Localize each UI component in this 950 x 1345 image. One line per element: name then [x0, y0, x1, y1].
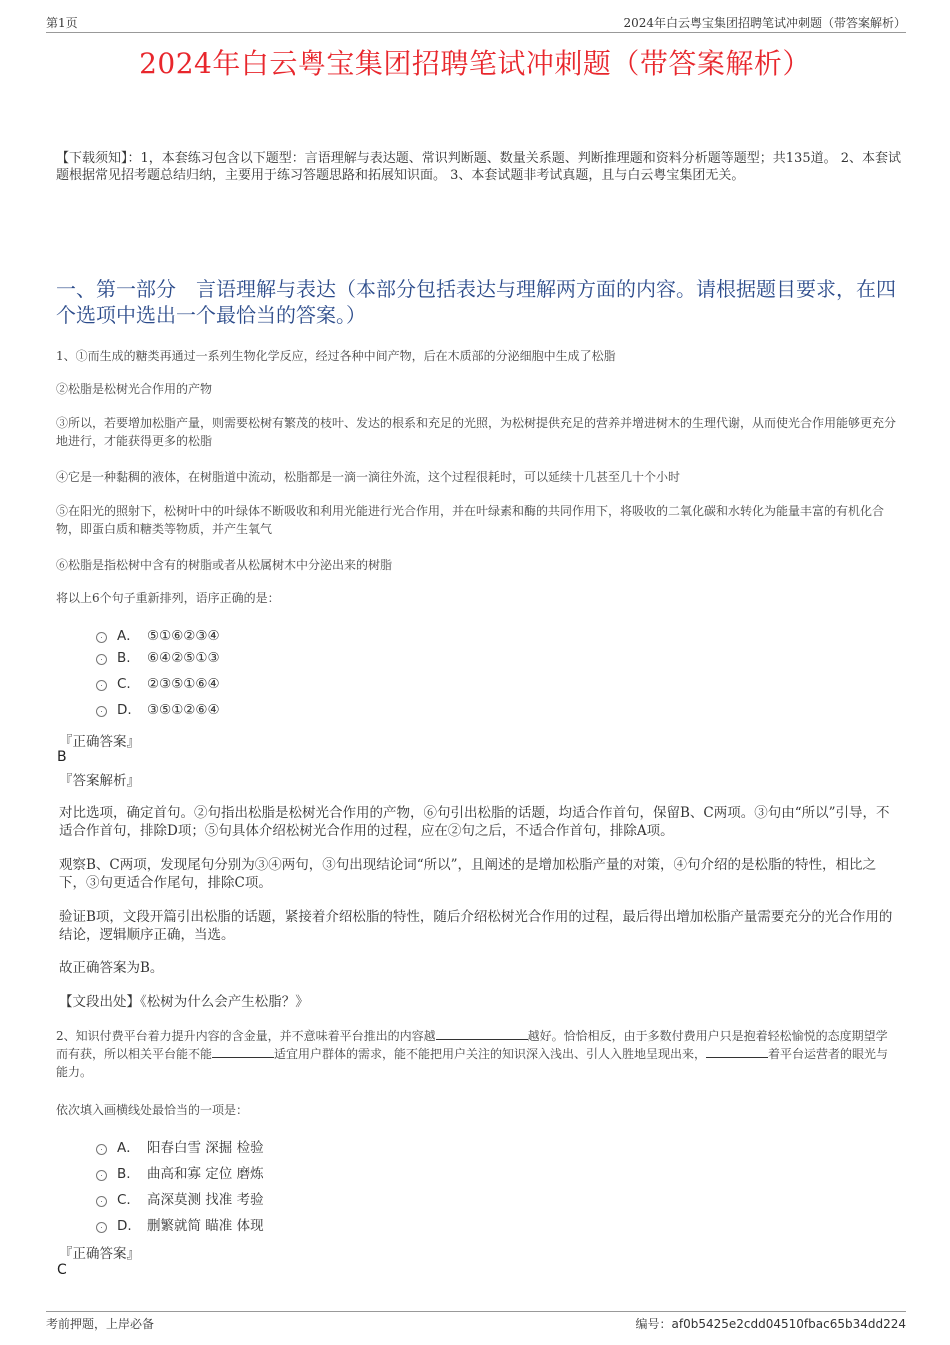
q1-option-c[interactable]: C. ②③⑤①⑥④: [96, 676, 220, 692]
radio-icon[interactable]: [96, 1222, 107, 1233]
q2-answer: C: [57, 1262, 67, 1278]
q1-source: 【文段出处】《松树为什么会产生松脂？》: [59, 994, 309, 1010]
q2-stem: 2、知识付费平台着力提升内容的含金量，并不意味着平台推出的内容越 越好。恰恰相反，由于多数付费用户只是抱着轻松愉悦的态度期望学而有获，所以相关平台能不能 适宜用户群体的需求，能不能把用户关注的知识深入浅出、引人入胜地呈现出来， 着平台运营者的眼光与能力。: [56, 1029, 889, 1079]
footer-code: 编号：af0b5425e2cdd04510fbac65b34dd224: [635, 1317, 906, 1331]
radio-icon[interactable]: [96, 706, 107, 717]
q1-sentence-2: ②松脂是松树光合作用的产物: [56, 382, 213, 396]
page-footer: [46, 1311, 906, 1333]
radio-icon[interactable]: [96, 654, 107, 665]
document-title: 2024年白云粤宝集团招聘笔试冲刺题（带答案解析）: [139, 47, 811, 80]
page-header: [46, 14, 906, 33]
q2-answer-label: 『正确答案』: [59, 1246, 140, 1262]
q2-option-b[interactable]: B. 曲高和寡 定位 磨炼: [96, 1162, 264, 1182]
q1-option-d[interactable]: D. ③⑤①②⑥④: [96, 702, 220, 718]
q1-analysis-4: 故正确答案为B。: [59, 960, 164, 976]
q1-prompt: 将以上6个句子重新排列，语序正确的是：: [56, 591, 280, 605]
radio-icon[interactable]: [96, 1196, 107, 1207]
q2-option-a[interactable]: A． 阳春白雪 深掘 检验: [96, 1136, 264, 1156]
radio-icon[interactable]: [96, 632, 107, 643]
section-heading: 一、第一部分 言语理解与表达（本部分包括表达与理解两方面的内容。请根据题目要求，在四个选项中选出一个最恰当的答案。）: [56, 277, 896, 327]
q2-prompt: 依次填入画横线处最恰当的一项是：: [56, 1103, 249, 1117]
q1-analysis-3: 验证B项，文段开篇引出松脂的话题，紧接着介绍松脂的特性，随后介绍松树光合作用的过程，最后得出增加松脂产量需要充分的光合作用的结论，逻辑顺序正确，当选。: [59, 909, 893, 943]
q1-answer: B: [57, 749, 67, 765]
q1-option-a[interactable]: A． ⑤①⑥②③④: [96, 624, 220, 644]
q2-blank-1: [436, 1027, 528, 1040]
footer-slogan: 考前押题，上岸必备: [46, 1317, 155, 1331]
q2-blank-3: [706, 1045, 768, 1058]
q1-sentence-5: ⑤在阳光的照射下，松树叶中的叶绿体不断吸收和利用光能进行光合作用，并在叶绿素和酶的共同作用下，将吸收的二氧化碳和水转化为能量丰富的有机化合物，即蛋白质和糖类等物质，并产生氧气: [56, 504, 885, 536]
download-notice: 【下载须知】：1，本套练习包含以下题型：言语理解与表达题、常识判断题、数量关系题、判断推理题和资料分析题等题型；共135道。 2、本套试题根据常见招考题总结归纳，主要用于练习答题思路和拓展知识面。 3、本套试题非考试真题，且与白云粤宝集团无关。: [56, 151, 901, 183]
q2-option-d[interactable]: D. 删繁就简 瞄准 体现: [96, 1214, 264, 1234]
q1-sentence-3: ③所以，若要增加松脂产量，则需要松树有繁茂的枝叶、发达的根系和充足的光照，为松树提供充足的营养并增进树木的生理代谢，从而使光合作用能够更充分地进行，才能获得更多的松脂: [56, 416, 897, 448]
q2-blank-2: [212, 1045, 274, 1058]
q1-analysis-2: 观察B、C两项，发现尾句分别为③④两句，③句出现结论词“所以”，且阐述的是增加松脂产量的对策，④句介绍的是松脂的特性，相比之下，③句更适合作尾句，排除C项。: [59, 857, 877, 891]
q1-sentence-4: ④它是一种黏稠的液体，在树脂道中流动，松脂都是一滴一滴往外流，这个过程很耗时，可以延续十几甚至几十个小时: [56, 470, 681, 484]
q1-analysis-1: 对比选项，确定首句。②句指出松脂是松树光合作用的产物，⑥句引出松脂的话题，均适合作首句，保留B、C两项。③句由“所以”引导，不适合作首句，排除D项；⑤句具体介绍松树光合作用的过程，应在②句之后，不适合作首句，排除A项。: [59, 805, 890, 839]
header-doc-title: 2024年白云粤宝集团招聘笔试冲刺题（带答案解析）: [623, 16, 906, 30]
radio-icon[interactable]: [96, 1170, 107, 1181]
q1-answer-label: 『正确答案』: [59, 734, 140, 750]
q2-option-c[interactable]: C. 高深莫测 找准 考验: [96, 1188, 264, 1208]
radio-icon[interactable]: [96, 680, 107, 691]
page-number: 第1页: [46, 16, 78, 30]
q1-analysis-label: 『答案解析』: [59, 773, 140, 789]
q1-option-b[interactable]: B. ⑥④②⑤①③: [96, 650, 220, 666]
q1-sentence-1: 1、①而生成的糖类再通过一系列生物化学反应，经过各种中间产物，后在木质部的分泌细胞中生成了松脂: [56, 349, 616, 363]
radio-icon[interactable]: [96, 1144, 107, 1155]
q1-sentence-6: ⑥松脂是指松树中含有的树脂或者从松属树木中分泌出来的树脂: [56, 558, 393, 572]
